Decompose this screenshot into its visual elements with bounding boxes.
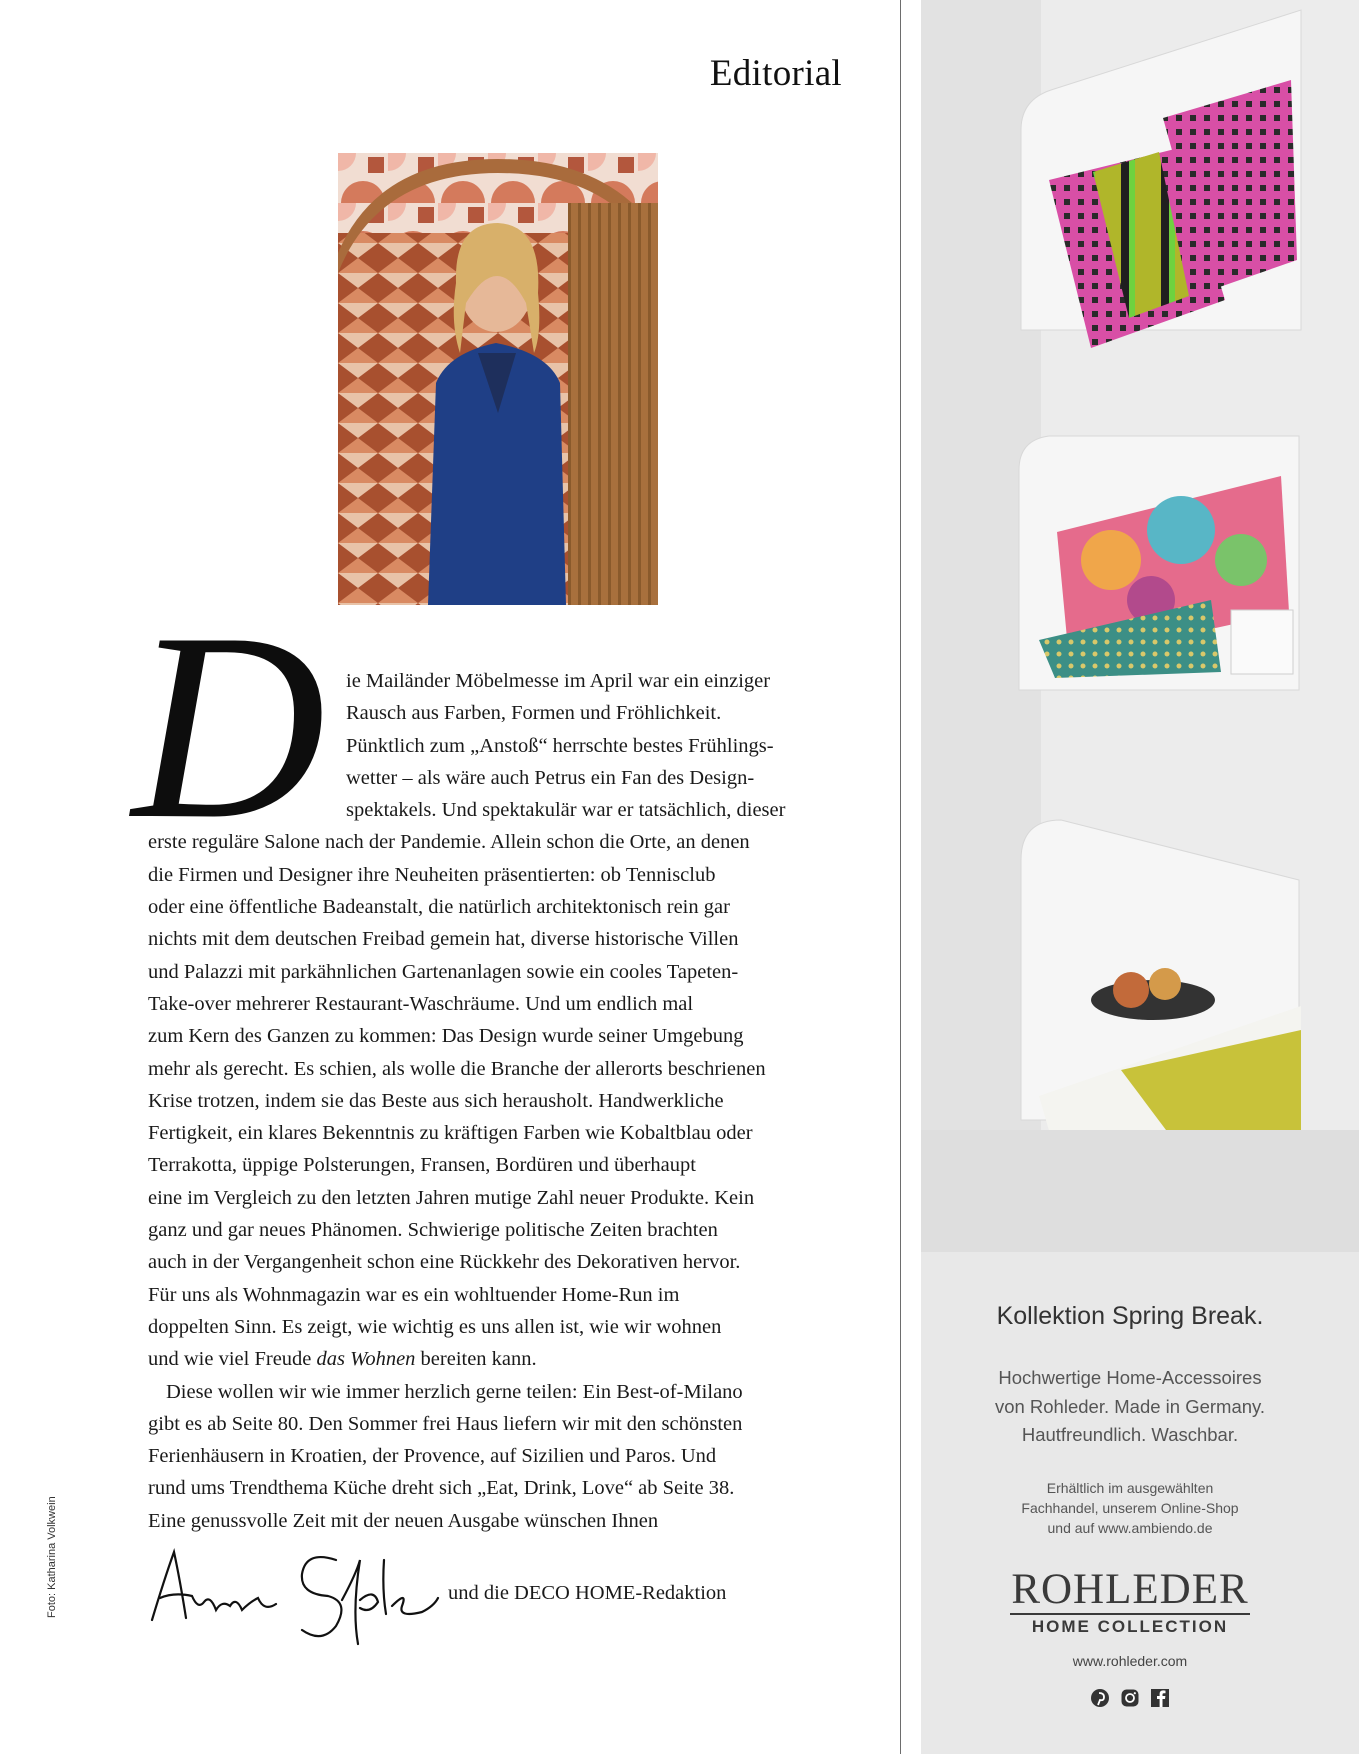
brand-subtitle: HOME COLLECTION <box>1031 1617 1229 1636</box>
body-line-last <box>148 1343 848 1375</box>
signoff-text: und die DECO HOME-Redaktion <box>448 1582 727 1604</box>
editor-portrait-photo <box>338 153 658 605</box>
pinterest-icon[interactable] <box>1090 1688 1110 1708</box>
body-line: doppelten Sinn. Es zeigt, wie wichtig es uns allen ist, wie wir wohnen <box>148 1315 722 1338</box>
ad-copy-line: Hautfreundlich. Waschbar. <box>1021 1424 1239 1445</box>
body-line: gibt es ab Seite 80. Den Sommer frei Haus liefern wir mit den schönsten <box>148 1412 743 1435</box>
body-line: Krise trotzen, indem sie das Beste aus sich herausholt. Handwerkliche <box>148 1089 724 1112</box>
photo-credit: Foto: Katharina Volkwein <box>46 1496 58 1618</box>
editorial-body <box>148 665 848 1537</box>
body-line: Rausch aus Farben, Formen und Fröhlichkeit. <box>346 702 722 725</box>
ad-availability-note <box>921 1478 1339 1538</box>
handwritten-signature <box>146 1540 442 1650</box>
body-text-fragment: und wie viel Freude <box>148 1348 317 1371</box>
facebook-icon[interactable] <box>1150 1688 1170 1708</box>
body-line: ganz und gar neues Phänomen. Schwierige politische Zeiten brachten <box>148 1219 718 1242</box>
body-line: spektakels. Und spektakulär war er tatsächlich, dieser <box>346 799 786 822</box>
body-line: zum Kern des Ganzen zu kommen: Das Design wurde seiner Umgebung <box>148 1025 744 1048</box>
body-line: wetter – als wäre auch Petrus ein Fan des Design- <box>346 766 755 789</box>
body-line: ie Mailänder Möbelmesse im April war ein einziger <box>346 670 771 692</box>
social-icons <box>921 1688 1339 1708</box>
ad-copy <box>921 1364 1339 1450</box>
ad-note-line: Erhältlich im ausgewählten <box>1046 1480 1214 1496</box>
body-line: rund ums Trendthema Küche dreht sich „Eat, Drink, Love“ ab Seite 38. <box>148 1477 735 1500</box>
body-line: Für uns als Wohnmagazin war es ein wohltuender Home-Run im <box>148 1283 680 1306</box>
ad-headline: Kollektion Spring Break. <box>996 1302 1264 1330</box>
body-line: und Palazzi mit parkähnlichen Gartenanlagen sowie ein cooles Tapeten- <box>148 960 739 983</box>
body-line: Pünktlich zum „Anstoß“ herrschte bestes Frühlings- <box>346 734 774 757</box>
body-line: Eine genussvolle Zeit mit der neuen Ausgabe wünschen Ihnen <box>148 1509 659 1532</box>
page-divider <box>900 0 901 1754</box>
body-line: Terrakotta, üppige Polsterungen, Fransen, Bordüren und überhaupt <box>148 1154 696 1177</box>
body-line: Take-over mehrerer Restaurant-Waschräume. Und um endlich mal <box>148 992 694 1015</box>
ad-copy-line: von Rohleder. Made in Germany. <box>994 1395 1266 1417</box>
rohleder-advertisement <box>921 0 1359 1754</box>
body-line: eine im Vergleich zu den letzten Jahren mutige Zahl neuer Produkte. Kein <box>148 1186 755 1209</box>
ad-note-line: und auf www.ambiendo.de <box>1047 1520 1213 1536</box>
ad-cushions-photo <box>921 0 1359 1252</box>
body-line: die Firmen und Designer ihre Neuheiten präsentierten: ob Tennisclub <box>148 863 716 886</box>
body-text-emphasis: das Wohnen <box>316 1348 416 1371</box>
body-line: oder eine öffentliche Badeanstalt, die natürlich architektonisch rein gar <box>148 896 730 919</box>
ad-copy-line: Hochwertige Home-Accessoires <box>998 1367 1262 1388</box>
editorial-title: Editorial <box>709 53 842 94</box>
brand-name: ROHLEDER <box>1011 1566 1249 1613</box>
ad-note-line: Fachhandel, unserem Online-Shop <box>1021 1500 1239 1516</box>
body-line: mehr als gerecht. Es schien, als wolle die Branche der allerorts beschrienen <box>148 1057 766 1080</box>
body-line: Diese wollen wir wie immer herzlich gerne teilen: Ein Best-of-Milano <box>166 1380 743 1403</box>
body-line: auch in der Vergangenheit schon eine Rückkehr des Dekorativen hervor. <box>148 1251 741 1274</box>
instagram-icon[interactable] <box>1120 1688 1140 1708</box>
body-line: Ferienhäusern in Kroatien, der Provence, auf Sizilien und Paros. Und <box>148 1445 717 1468</box>
drop-cap: D <box>132 577 326 874</box>
body-line: nichts mit dem deutschen Freibad gemein hat, diverse historische Villen <box>148 928 739 951</box>
body-line: erste reguläre Salone nach der Pandemie. Allein schon die Orte, an denen <box>148 831 750 854</box>
body-line: Fertigkeit, ein klares Bekenntnis zu kräftigen Farben wie Kobaltblau oder <box>148 1122 753 1145</box>
rohleder-logo <box>921 1568 1339 1637</box>
body-text-fragment: bereiten kann. <box>415 1348 537 1371</box>
brand-rule <box>1010 1613 1250 1615</box>
ad-website-link[interactable]: www.rohleder.com <box>1072 1653 1188 1669</box>
